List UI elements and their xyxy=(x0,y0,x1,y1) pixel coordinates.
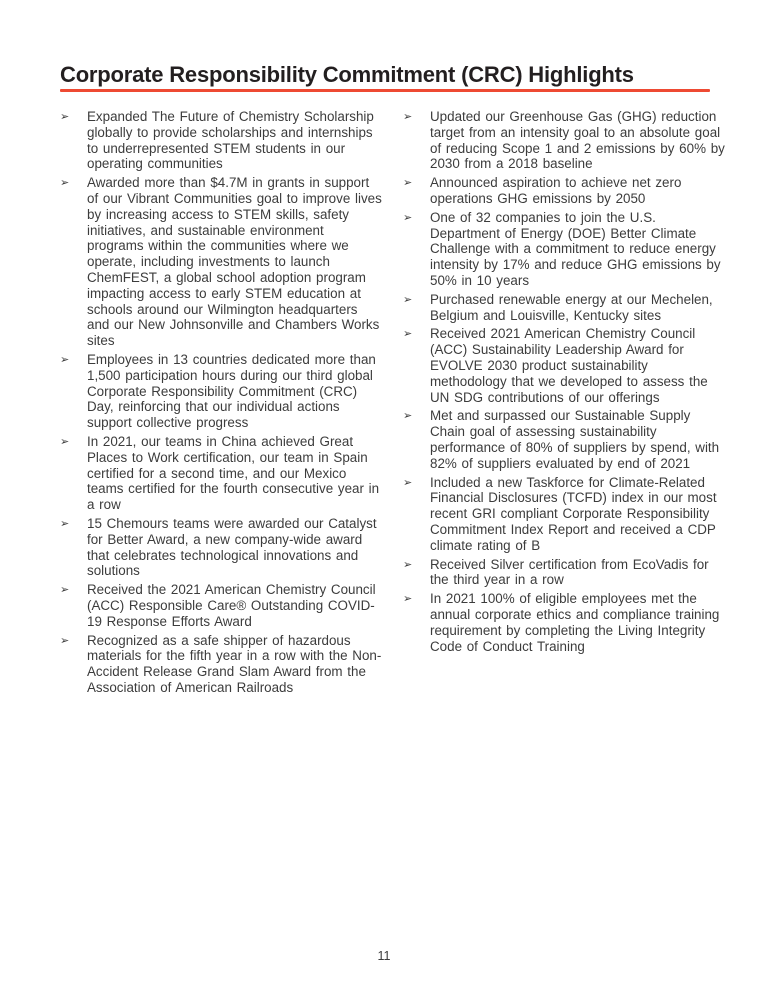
bullet-item xyxy=(60,175,383,349)
arrow-bullet-icon: ➢ xyxy=(60,634,70,647)
bullet-item xyxy=(403,408,726,471)
page-title: Corporate Responsibility Commitment (CRC) Highlights xyxy=(60,62,634,87)
bullet-text: Awarded more than $4.7M in grants in support of our Vibrant Communities goal to improve lives by increasing access to STEM skills, safety initiatives, and sustainable environment programs within the communities where we operate, including investments to launch ChemFEST, a global school adoption program impacting access to early STEM education at schools around our Wilmington headquarters and our New Johnsonville and Chambers Works sites xyxy=(87,175,382,349)
bullet-text: One of 32 companies to join the U.S. Department of Energy (DOE) Better Climate Challenge with a commitment to reduce energy intensity by 17% and reduce GHG emissions by 50% in 10 years xyxy=(430,209,721,288)
bullet-text: In 2021, our teams in China achieved Great Places to Work certification, our team in Spain certified for a second time, and our Mexico teams certified for the fourth consecutive year in a row xyxy=(87,433,380,513)
bullet-item xyxy=(60,434,383,513)
arrow-bullet-icon: ➢ xyxy=(403,211,413,224)
bullet-item xyxy=(403,210,726,289)
left-column xyxy=(60,109,383,699)
arrow-bullet-icon: ➢ xyxy=(60,177,70,190)
arrow-bullet-icon: ➢ xyxy=(403,593,413,606)
bullet-item xyxy=(403,326,726,405)
arrow-bullet-icon: ➢ xyxy=(60,111,70,123)
arrow-bullet-icon: ➢ xyxy=(403,111,413,123)
bullet-text: Included a new Taskforce for Climate-Related Financial Disclosures (TCFD) index in our most recent GRI compliant Corporate Responsibility Commitment Index Report and received a CDP climate rating of B xyxy=(430,474,717,553)
bullet-item xyxy=(60,582,383,629)
bullet-text: Updated our Greenhouse Gas (GHG) reduction target from an intensity goal to an absolute goal of reducing Scope 1 and 2 emissions by 60% by 2030 from a 2018 baseline xyxy=(430,109,725,172)
arrow-bullet-icon: ➢ xyxy=(403,410,413,423)
arrow-bullet-icon: ➢ xyxy=(403,328,413,341)
bullet-item xyxy=(403,591,726,654)
bullet-item xyxy=(403,557,726,589)
bullet-item xyxy=(403,175,726,207)
bullet-text: Announced aspiration to achieve net zero operations GHG emissions by 2050 xyxy=(430,175,682,206)
arrow-bullet-icon: ➢ xyxy=(403,177,413,190)
two-column-layout xyxy=(60,109,725,699)
bullet-text: Recognized as a safe shipper of hazardous materials for the fifth year in a row with the Non-Accident Release Grand Slam Award from the Association of American Railroads xyxy=(87,632,382,695)
bullet-text: Received Silver certification from EcoVadis for the third year in a row xyxy=(430,556,709,588)
bullet-item xyxy=(403,292,726,324)
arrow-bullet-icon: ➢ xyxy=(403,558,413,571)
arrow-bullet-icon: ➢ xyxy=(403,476,413,489)
arrow-bullet-icon: ➢ xyxy=(60,517,70,530)
bullet-item xyxy=(60,109,383,172)
bullet-item xyxy=(60,516,383,579)
title-underline xyxy=(60,89,710,92)
bullet-text: Met and surpassed our Sustainable Supply Chain goal of assessing sustainability performance of 80% of suppliers by spend, with 82% of suppliers evaluated by end of 2021 xyxy=(430,408,720,471)
bullet-text: In 2021 100% of eligible employees met the annual corporate ethics and compliance training requirement by completing the Living Integrity Code of Conduct Training xyxy=(430,591,720,654)
bullet-text: 15 Chemours teams were awarded our Catalyst for Better Award, a new company-wide award that celebrates technological innovations and solutions xyxy=(87,515,377,579)
bullet-text: Employees in 13 countries dedicated more than 1,500 participation hours during our third global Corporate Responsibility Commitment (CRC) Day, reinforcing that our individual actions support collective progress xyxy=(87,351,376,431)
bullet-item xyxy=(403,109,726,172)
arrow-bullet-icon: ➢ xyxy=(60,584,70,597)
arrow-bullet-icon: ➢ xyxy=(60,353,70,366)
right-column xyxy=(403,109,726,699)
bullet-item xyxy=(60,352,383,431)
bullet-item xyxy=(403,475,726,554)
bullet-text: Purchased renewable energy at our Mechelen, Belgium and Louisville, Kentucky sites xyxy=(430,291,713,323)
page-number: 11 xyxy=(377,949,391,963)
bullet-text: Received 2021 American Chemistry Council (ACC) Sustainability Leadership Award for EVOLVE 2030 product sustainability methodology that we developed to assess the UN SDG contributions of our offerings xyxy=(430,326,708,405)
arrow-bullet-icon: ➢ xyxy=(403,293,413,306)
bullet-item xyxy=(60,633,383,696)
bullet-text: Expanded The Future of Chemistry Scholarship globally to provide scholarships and internships to underrepresented STEM students in our operating communities xyxy=(87,109,374,172)
bullet-text: Received the 2021 American Chemistry Council (ACC) Responsible Care® Outstanding COVID-19 Response Efforts Award xyxy=(87,582,376,629)
arrow-bullet-icon: ➢ xyxy=(60,435,70,448)
